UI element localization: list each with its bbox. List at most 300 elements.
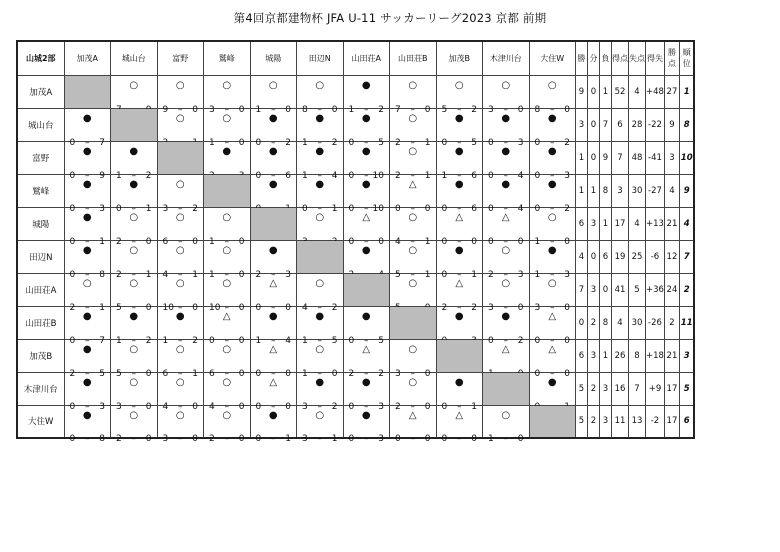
result-mark: ○ [547, 277, 557, 289]
match-result-cell [64, 306, 111, 346]
score-right: 2 [192, 203, 198, 214]
stat-cell: 1 [576, 174, 588, 207]
score-dash: – [317, 203, 322, 214]
match-result-cell [390, 108, 437, 148]
stat-cell: 3 [664, 141, 679, 174]
result-mark: ○ [129, 277, 139, 289]
score-dash: – [85, 434, 90, 444]
row-team-name: 大住W [17, 405, 64, 438]
score-dash: – [550, 203, 555, 214]
score-dash: – [224, 335, 229, 346]
rank-cell: 2 [679, 273, 694, 306]
stat-cell: 12 [664, 240, 679, 273]
match-result-cell [436, 405, 483, 444]
match-result-cell [297, 75, 344, 115]
score-left: 2 [116, 434, 122, 444]
team-row [17, 75, 694, 108]
score-right: 0 [517, 104, 524, 115]
score-left: 2 [255, 269, 262, 280]
score-right: 3 [285, 269, 291, 280]
stat-cell: 3 [600, 405, 612, 438]
result-mark: ● [361, 409, 371, 421]
score-left: 0 [441, 401, 448, 412]
row-team-name: 木津川台 [17, 372, 64, 405]
score-left: 4 [395, 236, 401, 247]
result-mark: ○ [222, 112, 232, 124]
result-mark: △ [455, 211, 464, 223]
match-result-cell [157, 339, 204, 379]
result-mark: △ [455, 409, 464, 421]
match-result-cell [64, 174, 111, 214]
team-row [17, 207, 694, 240]
league-table [16, 40, 695, 444]
match-result-cell [436, 141, 483, 181]
score-right: 0 [471, 236, 477, 247]
result-mark: ○ [547, 211, 557, 223]
result-mark: ○ [175, 79, 185, 91]
score-dash: – [317, 137, 322, 148]
score-dash: – [457, 137, 462, 148]
score-right: 2 [145, 335, 152, 346]
row-team-name: 山田荘A [17, 273, 64, 306]
result-mark: ● [315, 376, 325, 388]
row-team-name: 田辺N [17, 240, 64, 273]
score-right: 2 [378, 368, 384, 379]
stat-cell: 3 [588, 339, 600, 372]
score-left: 2 [69, 302, 76, 313]
stat-cell: -27 [646, 174, 665, 207]
result-mark: ● [454, 376, 464, 388]
match-result-cell [250, 174, 297, 207]
score-left: 1 [488, 434, 494, 444]
score-right: 5 [99, 368, 105, 379]
score-right: 6 [471, 203, 477, 214]
match-result-cell [436, 240, 483, 280]
team-row [17, 339, 694, 372]
match-result-cell [204, 273, 251, 313]
match-result-cell [483, 141, 530, 181]
stat-header: 得点 [612, 41, 629, 75]
score-dash: – [85, 335, 90, 346]
stat-cell: 2 [664, 306, 679, 339]
team-row [17, 273, 694, 306]
result-mark: ● [82, 112, 92, 124]
stat-cell: 17 [664, 372, 679, 405]
match-result-cell [436, 75, 483, 115]
match-result-cell [250, 306, 297, 346]
score-dash: – [364, 137, 369, 148]
stat-cell: 8 [629, 339, 646, 372]
score-right: 0 [238, 335, 245, 346]
match-result-cell [250, 108, 297, 148]
column-team-header: 加茂B [436, 41, 483, 75]
stat-cell: +13 [646, 207, 665, 240]
self-match-cell [483, 372, 530, 405]
score-right: 0 [145, 401, 152, 412]
column-team-header: 大住W [529, 41, 576, 75]
match-result-cell [529, 339, 576, 379]
score-left: 5 [116, 368, 122, 379]
score-right: 8 [99, 434, 105, 444]
score-right: 1 [285, 434, 291, 444]
score-right: 3 [517, 269, 524, 280]
result-mark: ● [454, 112, 464, 124]
header-row [17, 41, 694, 75]
score-right: 4 [517, 170, 524, 181]
self-match-cell [157, 141, 204, 174]
score-dash: – [503, 302, 508, 313]
score-right: 0 [285, 302, 291, 313]
score-right: 0 [331, 368, 338, 379]
team-row [17, 240, 694, 273]
result-mark: ○ [222, 277, 232, 289]
score-left: 4 [209, 401, 215, 412]
score-left: 1 [302, 368, 308, 379]
stat-cell: 7 [629, 372, 646, 405]
rank-cell: 3 [679, 339, 694, 372]
stat-cell: 0 [588, 240, 600, 273]
score-dash: – [317, 368, 322, 379]
match-result-cell [436, 207, 483, 247]
rank-cell: 11 [679, 306, 694, 339]
result-mark: ● [82, 343, 92, 355]
stat-cell: 4 [629, 75, 646, 108]
match-result-cell [157, 207, 204, 247]
match-result-cell [111, 207, 158, 247]
stat-cell: 41 [612, 273, 629, 306]
score-dash: – [224, 302, 229, 313]
result-mark: ○ [129, 409, 139, 421]
score-left: 1 [302, 335, 308, 346]
match-result-cell [64, 207, 111, 247]
score-dash: – [178, 269, 183, 280]
result-mark: ● [268, 310, 278, 322]
result-mark: ● [361, 244, 371, 256]
result-mark: ○ [454, 79, 464, 91]
result-mark: △ [408, 409, 417, 421]
result-mark: △ [548, 343, 557, 355]
match-result-cell [297, 207, 344, 240]
score-left: 0 [348, 236, 355, 247]
match-result-cell [204, 75, 251, 115]
row-team-name: 加茂A [17, 75, 64, 108]
score-right: 2 [471, 104, 477, 115]
score-left: 10 [209, 302, 221, 313]
score-left: 0 [348, 335, 355, 346]
score-left: 3 [488, 104, 494, 115]
score-right: 8 [99, 269, 105, 280]
score-left: 3 [116, 401, 122, 412]
result-mark: ○ [501, 79, 511, 91]
score-right: 0 [145, 368, 152, 379]
score-dash: – [131, 170, 136, 181]
match-result-cell [250, 75, 297, 115]
result-mark: ○ [315, 277, 325, 289]
score-left: 3 [488, 302, 494, 313]
result-mark: ○ [129, 211, 139, 223]
score-dash: – [550, 236, 555, 247]
score-left: 0 [441, 434, 448, 444]
stat-cell: 28 [629, 108, 646, 141]
match-result-cell [111, 339, 158, 379]
score-right: 0 [238, 434, 245, 444]
stat-cell: 8 [600, 306, 612, 339]
page-title: 第4回京都建物杯 JFA U-11 サッカーリーグ2023 京都 前期 [233, 11, 547, 25]
match-result-cell [64, 108, 111, 148]
result-mark: ● [501, 178, 511, 190]
score-left: 1 [534, 269, 541, 280]
column-team-header: 鷲峰 [204, 41, 251, 75]
score-dash: – [224, 137, 229, 148]
score-dash: – [131, 368, 136, 379]
match-result-cell [529, 75, 576, 115]
score-left: 0 [255, 401, 262, 412]
result-mark: ● [129, 310, 139, 322]
score-right: 0 [564, 104, 570, 115]
score-dash: – [317, 335, 322, 346]
stat-cell: 5 [576, 405, 588, 438]
score-right: 1 [331, 203, 338, 214]
stat-cell: 9 [664, 108, 679, 141]
score-right: 3 [99, 401, 105, 412]
column-team-header: 山田荘A [343, 41, 390, 75]
score-left: 5 [116, 302, 122, 313]
score-left: 0 [255, 368, 262, 379]
score-right: 0 [145, 302, 152, 313]
score-right: 1 [192, 269, 198, 280]
match-result-cell [343, 207, 390, 247]
stat-cell: 1 [600, 75, 612, 108]
score-dash: – [503, 203, 508, 214]
score-left: 0 [488, 203, 494, 214]
team-row [17, 306, 694, 339]
match-result-cell [64, 372, 111, 412]
column-team-header: 山田荘B [390, 41, 437, 75]
match-result-cell [343, 108, 390, 148]
score-left: 3 [395, 368, 401, 379]
stat-cell: 1 [576, 141, 588, 174]
result-mark: ○ [175, 376, 185, 388]
result-mark: ● [547, 244, 557, 256]
score-left: 1 [116, 170, 122, 181]
self-match-cell [436, 339, 483, 372]
result-mark: ● [268, 409, 278, 421]
result-mark: ○ [408, 343, 418, 355]
stat-cell: 6 [612, 108, 629, 141]
score-right: 0 [424, 434, 431, 444]
stat-cell: 27 [664, 75, 679, 108]
score-right: 10 [372, 203, 384, 214]
stat-cell: 8 [600, 174, 612, 207]
score-left: 2 [69, 368, 76, 379]
result-mark: ○ [129, 343, 139, 355]
score-left: 0 [534, 368, 541, 379]
stat-cell: 30 [629, 174, 646, 207]
stat-cell: -41 [646, 141, 665, 174]
result-mark: ○ [175, 178, 185, 190]
score-left: 0 [209, 335, 215, 346]
score-dash: – [550, 368, 555, 379]
match-result-cell [250, 273, 297, 313]
score-right: 0 [192, 401, 198, 412]
score-right: 1 [145, 269, 152, 280]
score-right: 2 [192, 335, 198, 346]
score-left: 0 [348, 401, 355, 412]
self-match-cell [64, 75, 111, 108]
stat-cell: 16 [612, 372, 629, 405]
score-dash: – [364, 236, 369, 247]
match-result-cell [111, 405, 158, 444]
score-right: 0 [192, 434, 198, 444]
score-left: 1 [116, 335, 122, 346]
score-dash: – [131, 302, 136, 313]
result-mark: ● [315, 178, 325, 190]
score-left: 3 [534, 302, 541, 313]
score-right: 1 [424, 236, 431, 247]
score-dash: – [364, 401, 369, 412]
match-result-cell [529, 141, 576, 181]
score-dash: – [131, 203, 136, 214]
score-right: 0 [424, 401, 431, 412]
result-mark: ○ [315, 343, 325, 355]
column-team-header: 城陽 [250, 41, 297, 75]
result-mark: ● [547, 112, 557, 124]
stat-cell: 5 [629, 273, 646, 306]
score-left: 0 [395, 203, 401, 214]
score-dash: – [503, 269, 508, 280]
match-result-cell [297, 141, 344, 181]
score-dash: – [550, 137, 555, 148]
score-right: 0 [424, 368, 431, 379]
rank-cell: 6 [679, 405, 694, 438]
match-result-cell [343, 75, 390, 115]
stat-cell: 19 [612, 240, 629, 273]
score-left: 1 [209, 236, 215, 247]
score-right: 2 [471, 302, 477, 313]
result-mark: △ [362, 343, 371, 355]
stat-cell: 13 [629, 405, 646, 438]
score-left: 4 [162, 269, 169, 280]
self-match-cell [343, 273, 390, 306]
score-left: 6 [162, 236, 169, 247]
team-row [17, 141, 694, 174]
score-left: 6 [209, 368, 215, 379]
stat-cell: 7 [612, 141, 629, 174]
match-result-cell [204, 240, 251, 280]
self-match-cell [204, 174, 251, 207]
stat-cell: 7 [576, 273, 588, 306]
stat-cell: 25 [629, 240, 646, 273]
score-dash: – [131, 335, 136, 346]
result-mark: ● [501, 112, 511, 124]
score-right: 0 [517, 236, 524, 247]
result-mark: ○ [315, 409, 325, 421]
score-dash: – [85, 401, 90, 412]
team-row [17, 108, 694, 141]
score-dash: – [364, 203, 369, 214]
score-left: 0 [69, 236, 76, 247]
result-mark: △ [269, 343, 278, 355]
result-mark: ○ [175, 343, 185, 355]
stat-cell: 1 [588, 174, 600, 207]
score-dash: – [317, 302, 322, 313]
score-right: 0 [564, 302, 570, 313]
stat-cell: -26 [646, 306, 665, 339]
result-mark: ○ [501, 244, 511, 256]
row-team-name: 富野 [17, 141, 64, 174]
score-dash: – [503, 170, 508, 181]
score-dash: – [224, 434, 229, 444]
score-dash: – [178, 104, 183, 115]
score-right: 3 [99, 203, 105, 214]
score-dash: – [503, 137, 508, 148]
score-right: 4 [285, 335, 291, 346]
score-right: 0 [238, 302, 245, 313]
score-dash: – [271, 269, 276, 280]
result-mark: ○ [222, 376, 232, 388]
score-right: 1 [99, 236, 105, 247]
score-dash: – [457, 269, 462, 280]
stat-header: 勝点 [664, 41, 679, 75]
score-right: 7 [99, 137, 105, 148]
match-result-cell [483, 240, 530, 280]
column-team-header: 木津川台 [483, 41, 530, 75]
match-result-cell [529, 273, 576, 313]
result-mark: ● [129, 178, 139, 190]
stat-cell: 2 [588, 405, 600, 438]
result-mark: ● [268, 178, 278, 190]
score-right: 1 [424, 269, 431, 280]
self-match-cell [250, 207, 297, 240]
score-dash: – [224, 368, 229, 379]
stat-cell: 3 [588, 207, 600, 240]
match-result-cell [390, 75, 437, 115]
score-dash: – [317, 170, 322, 181]
result-mark: ● [82, 244, 92, 256]
match-result-cell [157, 306, 204, 346]
score-dash: – [364, 104, 369, 115]
score-dash: – [457, 203, 462, 214]
score-right: 1 [471, 269, 477, 280]
score-dash: – [550, 302, 555, 313]
stat-cell: 0 [576, 306, 588, 339]
stat-cell: 6 [600, 240, 612, 273]
result-mark: ● [268, 244, 278, 256]
match-result-cell [204, 108, 251, 148]
score-dash: – [85, 269, 90, 280]
score-left: 1 [209, 269, 215, 280]
match-result-cell [343, 339, 390, 379]
score-right: 4 [517, 203, 524, 214]
score-right: 0 [378, 236, 384, 247]
stat-header: 勝 [576, 41, 588, 75]
score-left: 0 [441, 203, 448, 214]
stat-cell: 24 [664, 273, 679, 306]
stat-cell: 9 [576, 75, 588, 108]
score-left: 4 [162, 401, 169, 412]
match-result-cell [483, 405, 530, 444]
result-mark: ○ [175, 244, 185, 256]
match-result-cell [204, 306, 251, 346]
score-left: 0 [534, 335, 541, 346]
score-left: 0 [441, 137, 448, 148]
score-left: 2 [348, 368, 355, 379]
match-result-cell [111, 174, 158, 214]
match-result-cell [529, 240, 576, 280]
match-result-cell [343, 240, 390, 273]
score-left: 2 [488, 269, 494, 280]
score-right: 2 [564, 203, 570, 214]
